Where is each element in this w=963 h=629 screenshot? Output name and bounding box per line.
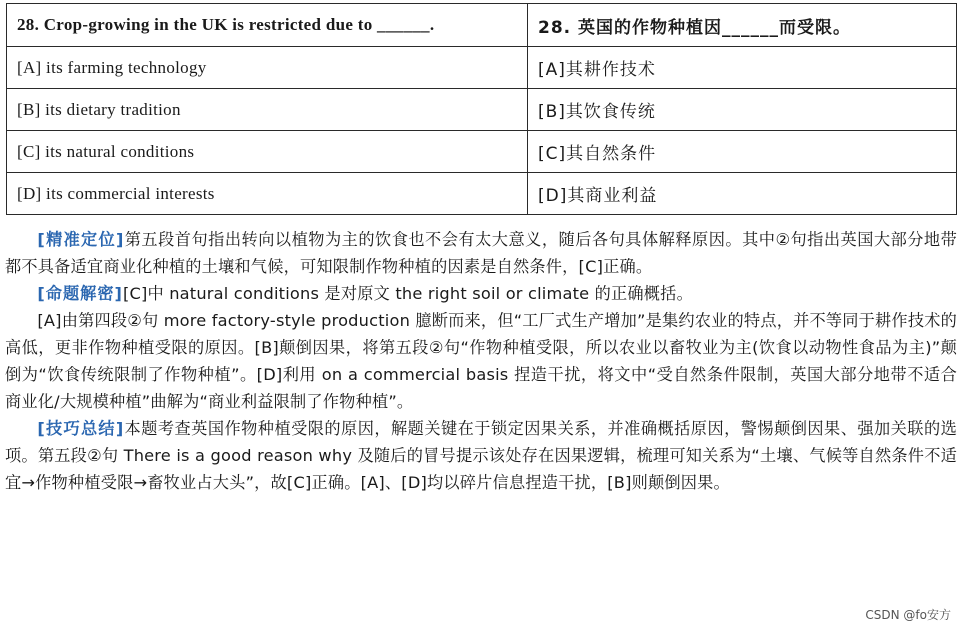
option-b-zh: [B]其饮食传统 [528, 89, 957, 131]
locate-tag: [精准定位] [37, 230, 125, 249]
option-row-d [7, 173, 957, 215]
question-stem-en: 28. Crop-growing in the UK is restricted due to ______. [7, 4, 528, 47]
watermark: CSDN @fo安方 [865, 608, 951, 622]
skill-text: 本题考查英国作物种植受限的原因，解题关键在于锁定因果关系，并准确概括原因，警惕颠倒因果、强加关联的选项。第五段②句 There is a good reason why 及随后的冒号提示该处存在因果逻辑，梳理可知关系为“土壤、气候等自然条件不适宜→作物种植受限→畜牧业占大头”，故[C]正确。[A]、[D]均以碎片信息捏造干扰，[B]则颠倒因果。 [5, 419, 958, 492]
option-d-zh: [D]其商业利益 [528, 173, 957, 215]
skill-tag: [技巧总结] [37, 419, 125, 438]
question-table [6, 3, 957, 215]
option-row-a [7, 47, 957, 89]
question-header-row [7, 4, 957, 47]
question-stem-zh: 28. 英国的作物种植因______而受限。 [528, 4, 957, 47]
option-c-zh: [C]其自然条件 [528, 131, 957, 173]
decode-paragraph-2: [A]由第四段②句 more factory-style production 臆断而来，但“工厂式生产增加”是集约农业的特点，并不等同于耕作技术的高低，更非作物种植受限的原因。[B]颠倒因果，将第五段②句“作物种植受限，所以农业以畜牧业为主(饮食以动物性食品为主)”颠倒为“饮食传统限制了作物种植”。[D]利用 on a commercial basis 捏造干扰，将文中“受自然条件限制，英国大部分地带不适合商业化/大规模种植”曲解为“商业利益限制了作物种植”。 [5, 311, 957, 411]
skill-paragraph [5, 415, 957, 496]
option-row-b [7, 89, 957, 131]
option-b-en: [B] its dietary tradition [7, 89, 528, 131]
option-d-en: [D] its commercial interests [7, 173, 528, 215]
option-a-zh: [A]其耕作技术 [528, 47, 957, 89]
option-a-en: [A] its farming technology [7, 47, 528, 89]
option-c-en: [C] its natural conditions [7, 131, 528, 173]
decode-text: [C]中 natural conditions 是对原文 the right soil or climate 的正确概括。 [122, 284, 693, 303]
decode-paragraph [5, 280, 957, 307]
option-row-c [7, 131, 957, 173]
locate-paragraph [5, 226, 957, 280]
locate-text: 第五段首句指出转向以植物为主的饮食也不会有太大意义，随后各句具体解释原因。其中②句指出英国大部分地带都不具备适宜商业化种植的土壤和气候，可知限制作物种植的因素是自然条件，[C]正确。 [5, 230, 958, 276]
explanation-block [5, 226, 957, 496]
decode-tag: [命题解密] [37, 284, 123, 303]
